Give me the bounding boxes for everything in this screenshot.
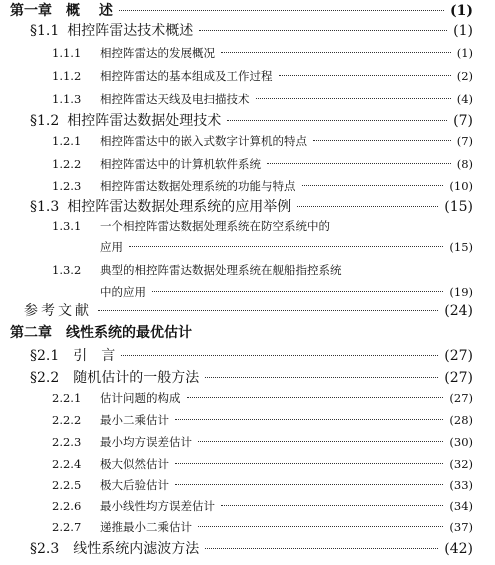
section-number: §2.1 (30, 348, 60, 364)
section-title: 相控阵雷达技术概述 (67, 23, 194, 39)
subsection-number: 2.2.2 (52, 413, 82, 427)
subsection-title: 相控阵雷达中的嵌入式数字计算机的特点 (100, 134, 307, 148)
toc-subsection-2-2-5[interactable] (52, 477, 473, 493)
subsection-number: 1.1.3 (52, 92, 82, 106)
dot-leader (205, 377, 438, 378)
page-number: (7) (453, 113, 473, 129)
page-number: (7) (456, 134, 473, 148)
toc-chapter-2[interactable] (10, 322, 473, 342)
subsection-title: 相控阵雷达数据处理系统的功能与特点 (100, 179, 296, 193)
dot-leader (119, 10, 444, 11)
page-number: (27) (444, 348, 473, 364)
dot-leader (227, 120, 447, 121)
subsection-title: 最小线性均方误差估计 (100, 499, 215, 513)
page-number: (4) (456, 92, 473, 106)
dot-leader (256, 98, 451, 99)
toc-references[interactable] (24, 300, 473, 320)
toc-section-1-2[interactable] (30, 110, 473, 130)
subsection-title: 一个相控阵雷达数据处理系统在防空系统中的 (100, 219, 330, 233)
toc-subsection-2-2-2[interactable] (52, 412, 473, 428)
subsection-title: 极大似然估计 (100, 457, 169, 471)
page-number: (42) (444, 541, 473, 557)
subsection-title: 最小二乘估计 (100, 413, 169, 427)
toc-section-2-3[interactable] (30, 538, 473, 558)
subsection-title-continued: 中的应用 (100, 285, 146, 299)
subsection-title: 相控阵雷达的基本组成及工作过程 (100, 69, 273, 83)
page-number: (1) (456, 46, 473, 60)
toc-subsection-1-1-3[interactable] (52, 91, 473, 107)
subsection-number: 1.2.3 (52, 179, 82, 193)
page-number: (28) (449, 413, 473, 427)
toc-chapter-1[interactable] (10, 0, 473, 20)
toc-subsection-1-2-1[interactable] (52, 133, 473, 149)
page-number: (1) (453, 23, 473, 39)
subsection-number: 2.2.6 (52, 499, 82, 513)
toc-subsection-2-2-7[interactable] (52, 519, 473, 535)
section-title: 随机估计的一般方法 (73, 370, 200, 386)
subsection-number: 1.3.1 (52, 219, 82, 233)
page-number: (27) (449, 391, 473, 405)
subsection-number: 1.1.1 (52, 46, 82, 60)
dot-leader (199, 30, 447, 31)
dot-leader (98, 310, 438, 311)
dot-leader (129, 246, 443, 247)
section-number: §2.3 (30, 541, 60, 557)
toc-subsection-2-2-6[interactable] (52, 498, 473, 514)
section-number: §1.2 (30, 113, 60, 129)
dot-leader (267, 163, 451, 164)
dot-leader (313, 140, 451, 141)
dot-leader (302, 185, 444, 186)
toc-subsection-1-2-2[interactable] (52, 156, 473, 172)
page-number: (32) (449, 457, 473, 471)
section-title: 引 言 (73, 348, 116, 364)
page-number: (8) (456, 157, 473, 171)
subsection-number: 2.2.4 (52, 457, 82, 471)
page-number: (30) (449, 435, 473, 449)
subsection-title-continued: 应用 (100, 240, 123, 254)
subsection-number: 1.2.1 (52, 134, 82, 148)
page-number: (15) (444, 199, 473, 215)
chapter-number: 第一章 (10, 3, 52, 19)
page-number: (19) (449, 285, 473, 299)
toc-subsection-1-3-2-continued[interactable] (100, 284, 473, 300)
subsection-number: 2.2.7 (52, 520, 82, 534)
page-number: (1) (450, 3, 473, 19)
subsection-number: 2.2.5 (52, 478, 82, 492)
subsection-title: 估计问题的构成 (100, 391, 181, 405)
section-title: 相控阵雷达数据处理技术 (67, 113, 222, 129)
subsection-title: 最小均方误差估计 (100, 435, 192, 449)
dot-leader (175, 484, 443, 485)
dot-leader (221, 505, 443, 506)
toc-subsection-2-2-1[interactable] (52, 390, 473, 406)
dot-leader (175, 463, 443, 464)
subsection-title: 相控阵雷达的发展概况 (100, 46, 215, 60)
dot-leader (198, 526, 443, 527)
section-title: 相控阵雷达数据处理系统的应用举例 (67, 199, 292, 215)
subsection-number: 1.3.2 (52, 263, 82, 277)
dot-leader (152, 291, 443, 292)
toc-subsection-1-1-2[interactable] (52, 68, 473, 84)
toc-section-1-1[interactable] (30, 20, 473, 40)
dot-leader (198, 441, 443, 442)
toc-subsection-1-3-1[interactable] (52, 218, 473, 234)
subsection-number: 2.2.1 (52, 391, 82, 405)
toc-subsection-1-3-1-continued[interactable] (100, 239, 473, 255)
toc-subsection-1-1-1[interactable] (52, 45, 473, 61)
section-number: §1.1 (30, 23, 60, 39)
chapter-number: 第二章 (10, 325, 52, 341)
subsection-number: 1.1.2 (52, 69, 82, 83)
page-number: (33) (449, 478, 473, 492)
dot-leader (221, 52, 451, 53)
section-number: §1.3 (30, 199, 60, 215)
subsection-number: 2.2.3 (52, 435, 82, 449)
chapter-title: 概 述 (66, 3, 113, 19)
subsection-title: 递推最小二乘估计 (100, 520, 192, 534)
page-number: (34) (449, 499, 473, 513)
page-number: (10) (449, 179, 473, 193)
page-number: (2) (456, 69, 473, 83)
dot-leader (297, 206, 438, 207)
section-title: 线性系统内滤波方法 (73, 541, 200, 557)
toc-section-2-1[interactable] (30, 345, 473, 365)
dot-leader (205, 548, 438, 549)
references-title: 参考文献 (24, 303, 92, 319)
subsection-title: 典型的相控阵雷达数据处理系统在舰船指控系统 (100, 263, 342, 277)
page-number: (24) (444, 303, 473, 319)
page-number: (15) (449, 240, 473, 254)
toc-subsection-2-2-3[interactable] (52, 434, 473, 450)
toc-section-2-2[interactable] (30, 367, 473, 387)
toc-subsection-1-3-2[interactable] (52, 262, 473, 278)
section-number: §2.2 (30, 370, 60, 386)
subsection-title: 极大后验估计 (100, 478, 169, 492)
subsection-title: 相控阵雷达天线及电扫描技术 (100, 92, 250, 106)
toc-section-1-3[interactable] (30, 196, 473, 216)
subsection-number: 1.2.2 (52, 157, 82, 171)
dot-leader (175, 419, 443, 420)
page-number: (37) (449, 520, 473, 534)
chapter-title: 线性系统的最优估计 (66, 325, 192, 341)
dot-leader (187, 397, 444, 398)
toc-subsection-1-2-3[interactable] (52, 178, 473, 194)
dot-leader (279, 75, 451, 76)
toc-subsection-2-2-4[interactable] (52, 456, 473, 472)
subsection-title: 相控阵雷达中的计算机软件系统 (100, 157, 261, 171)
page-number: (27) (444, 370, 473, 386)
dot-leader (121, 355, 438, 356)
